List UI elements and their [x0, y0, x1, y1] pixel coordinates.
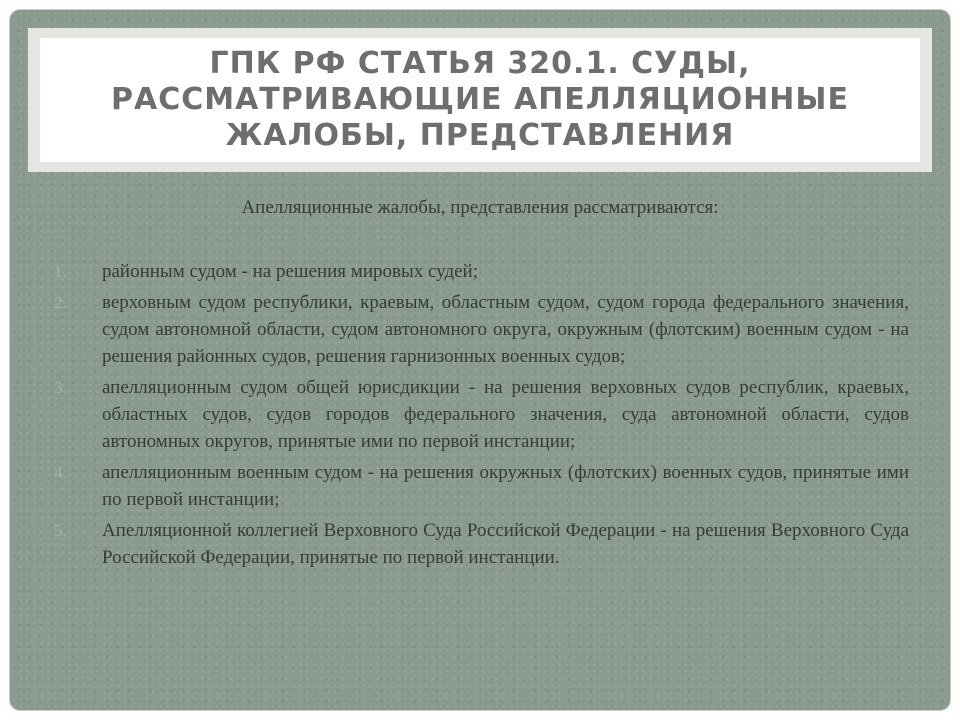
list-item-text: Апелляционной коллегией Верховного Суда Российской Федерации - на решения Верховного Суда Российской Федерации, принятые по первой инстанции. — [102, 520, 909, 568]
intro-text: Апелляционные жалобы, представления рассматриваются: — [241, 197, 719, 218]
list-item — [54, 459, 909, 513]
numbered-list — [54, 258, 909, 575]
list-item-text: апелляционным судом общей юрисдикции - на решения верховных судов республик, краевых, областных судов, судов городов федерального значения, суда автономной области, судов автономных округов, принятые ими по первой инстанции; — [102, 377, 909, 452]
list-item-number: 1. — [54, 262, 67, 281]
title-box — [40, 38, 920, 162]
list-item-number: 2. — [54, 293, 67, 312]
list-item-number: 5. — [54, 521, 67, 540]
list-item-text: апелляционным военным судом - на решения окружных (флотских) военных судов, принятые ими по первой инстанции; — [102, 462, 909, 510]
list-item-number: 4. — [54, 463, 67, 482]
title-frame — [28, 28, 932, 172]
slide — [10, 10, 950, 710]
slide-title: ГПК РФ СТАТЬЯ 320.1. СУДЫ, РАССМАТРИВАЮЩИЕ АПЕЛЛЯЦИОННЫЕ ЖАЛОБЫ, ПРЕДСТАВЛЕНИЯ — [111, 46, 849, 153]
list-item-number: 3. — [54, 378, 67, 397]
list-item-text: верховным судом республики, краевым, областным судом, судом города федерального значения, судом автономной области, судом автономного округа, окружным (флотским) военным судом - на решения районных судов, решения гарнизонных военных судов; — [102, 292, 909, 367]
list-item-text: районным судом - на решения мировых судей; — [102, 261, 479, 282]
list-item — [54, 289, 909, 370]
list-item — [54, 517, 909, 571]
list-item — [54, 258, 909, 285]
list-item — [54, 374, 909, 455]
